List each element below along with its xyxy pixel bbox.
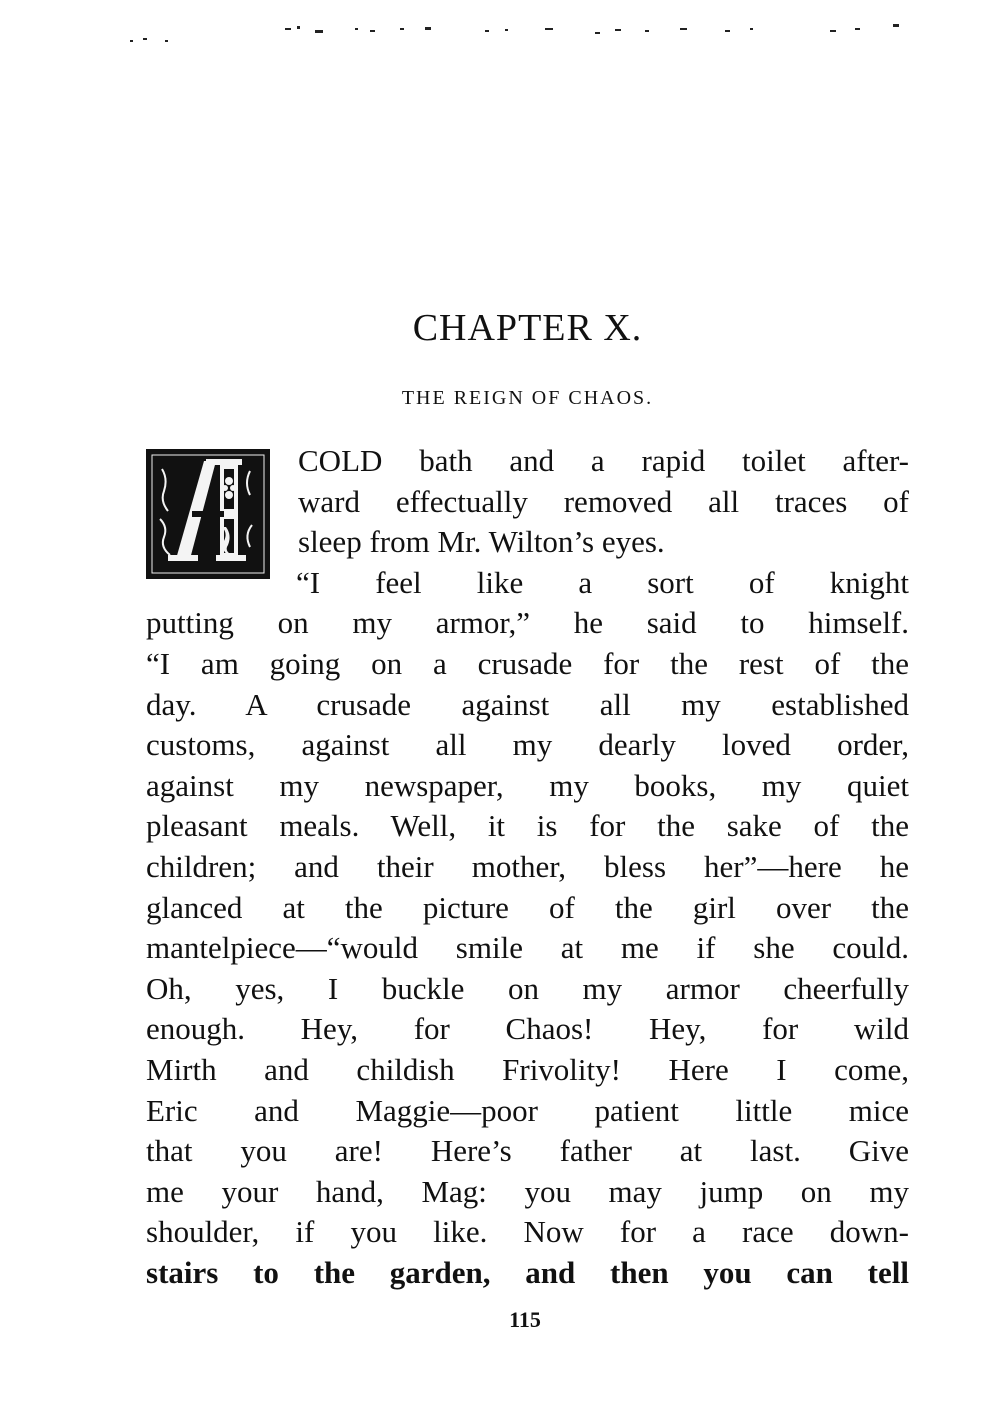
text-line: against my newspaper, my books, my quiet [146,767,909,803]
text-line: stairs to the garden, and then you can tell [146,1254,909,1290]
text-line: pleasant meals. Well, it is for the sake of the [146,808,909,844]
text-line: “I am going on a crusade for the rest of the [146,645,909,681]
text-line: COLD bath and a rapid toilet after- [298,443,909,478]
text-line: Mirth and childish Frivolity! Here I come, [146,1051,909,1087]
text-line: ward effectually removed all traces of [298,483,909,519]
text-line: “I feel like a sort of knight [296,564,909,600]
body-text [146,441,909,1293]
scan-noise-marks [125,18,915,48]
chapter-subtitle: THE REIGN OF CHAOS. [401,387,654,409]
text-line: putting on my armor,” he said to himself. [146,605,909,641]
text-line: glanced at the picture of the girl over the [146,889,909,925]
text-line: me your hand, Mag: you may jump on my [146,1173,909,1209]
text-line: day. A crusade against all my established [146,686,909,722]
chapter-title: CHAPTER X. [412,307,643,349]
text-line: Oh, yes, I buckle on my armor cheerfully [146,970,909,1006]
text-line: Eric and Maggie—poor patient little mice [146,1092,909,1128]
text-line: mantelpiece—“would smile at me if she could. [146,930,909,966]
text-line: enough. Hey, for Chaos! Hey, for wild [146,1011,909,1047]
page-number: 115 [509,1307,541,1332]
text-line: sleep from Mr. Wilton’s eyes. [298,524,665,560]
text-line: shoulder, if you like. Now for a race down- [146,1214,909,1250]
text-line: that you are! Here’s father at last. Give [146,1133,909,1169]
text-line: customs, against all my dearly loved order, [146,727,909,763]
text-line: children; and their mother, bless her”—here he [146,848,909,884]
